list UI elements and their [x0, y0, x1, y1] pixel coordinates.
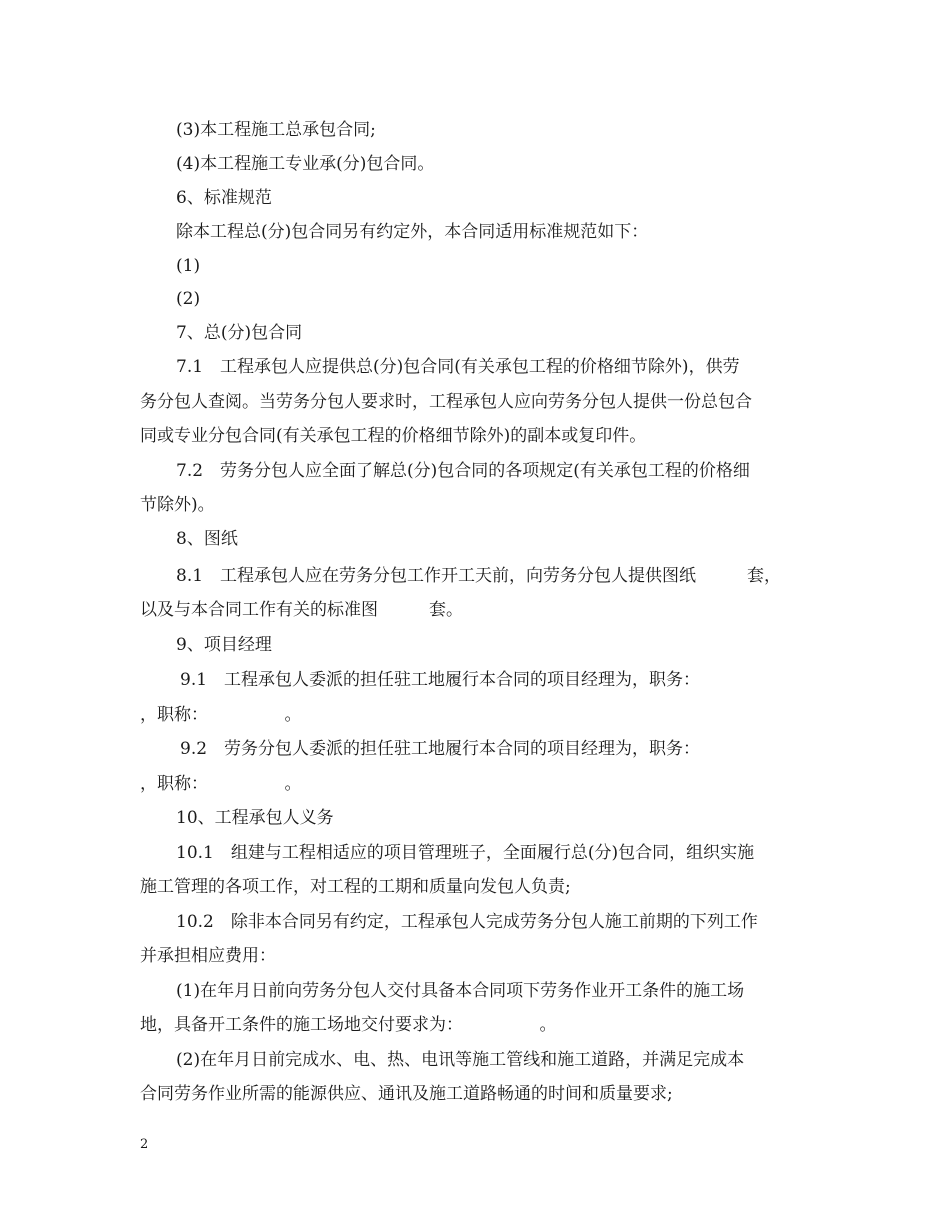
text-line: 以及与本合同工作有关的标准图 套。	[140, 600, 463, 620]
text-line: ，职称： 。	[140, 705, 302, 725]
text-line: 地，具备开工条件的施工场地交付要求为： 。	[140, 1015, 557, 1035]
page-number: 2	[140, 1137, 149, 1152]
text-line: 节除外)。	[140, 495, 215, 515]
text-line: 施工管理的各项工作，对工程的工期和质量向发包人负责;	[140, 877, 571, 897]
text-line: 9.2 劳务分包人委派的担任驻工地履行本合同的项目经理为，职务：	[180, 739, 701, 759]
text-line: (1)	[176, 256, 201, 276]
text-line: (3)本工程施工总承包合同;	[176, 120, 376, 140]
text-line: 9.1 工程承包人委派的担任驻工地履行本合同的项目经理为，职务：	[180, 670, 701, 690]
text-line: 7.1 工程承包人应提供总(分)包合同(有关承包工程的价格细节除外)，供劳	[176, 357, 740, 377]
text-line: 10.2 除非本合同另有约定，工程承包人完成劳务分包人施工前期的下列工作	[176, 912, 758, 932]
section-heading: 9、项目经理	[176, 635, 272, 655]
text-line: 务分包人查阅。当劳务分包人要求时，工程承包人应向劳务分包人提供一份总包合	[140, 392, 752, 412]
section-heading: 7、总(分)包合同	[176, 323, 303, 343]
text-line: (1)在年月日前向劳务分包人交付具备本合同项下劳务作业开工条件的施工场	[176, 981, 745, 1001]
section-heading: 6、标准规范	[176, 188, 272, 208]
text-line: 合同劳务作业所需的能源供应、通讯及施工道路畅通的时间和质量要求;	[140, 1084, 673, 1104]
section-heading: 8、图纸	[176, 529, 238, 549]
text-line: 8.1 工程承包人应在劳务分包工作开工天前，向劳务分包人提供图纸 套，	[176, 566, 782, 586]
text-line: 10.1 组建与工程相适应的项目管理班子，全面履行总(分)包合同，组织实施	[176, 843, 755, 863]
text-line: 7.2 劳务分包人应全面了解总(分)包合同的各项规定(有关承包工程的价格细	[176, 461, 750, 481]
text-line: ，职称： 。	[140, 774, 302, 794]
text-line: (2)在年月日前完成水、电、热、电讯等施工管线和施工道路，并满足完成本	[176, 1050, 745, 1070]
text-line: 除本工程总(分)包合同另有约定外，本合同适用标准规范如下：	[176, 222, 649, 242]
section-heading: 10、工程承包人义务	[176, 808, 334, 828]
text-line: 并承担相应费用：	[140, 946, 276, 966]
text-line: 同或专业分包合同(有关承包工程的价格细节除外)的副本或复印件。	[140, 426, 647, 446]
text-line: (4)本工程施工专业承(分)包合同。	[176, 154, 435, 174]
text-line: (2)	[176, 289, 201, 309]
